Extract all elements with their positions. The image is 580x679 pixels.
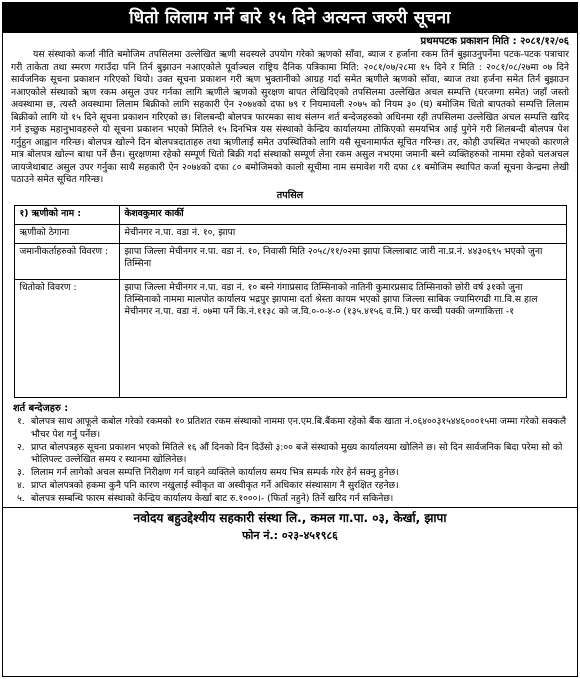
table-row	[14, 279, 566, 397]
table-caption: तपसिल	[276, 189, 304, 201]
condition-text: प्राप्त बोलपत्रहरु सूचना प्रकाशन भएको मितिले १६ औं दिनको दिन दिउँसो ३:०० बजे संस्थाको मुख्य कार्यालयमा खोलिने छ। सो दिन सार्वजनिक बिदा परेमा सो को भोलिपल्ट उल्लेखित समय र स्थानमा खोलिनेछ।	[31, 441, 563, 465]
intro-paragraph: यस संस्थाको कर्जा नीति बमोजिम तपसिलमा उल्लेखित ऋणी सदस्यले उपयोग गरेको ऋणको साँवा, ब्याज र हर्जाना रकम तिर्न बुझाउनुपर्नेमा पटक-पटक पत्राचार गरी ताकेता तथा स्मरण गराउँदा पनि तिर्न बुझाउन नआएकोले पूर्वाञ्चल राष्ट्रिय दैनिक पत्रिकामा मिति: २०८१/०७/२८मा १५ दिने र मिति : २०८१/०८/२७मा ०७ दिने सार्वजनिक सूचना प्रकाशन गरिएको थियो। उक्त सूचना प्रकाशन गरी ऋण भुक्तानीको आग्रह गर्दा समेत ऋणीले ऋणको साँवा, ब्याज तथा हर्जना समेत तिर्न बुझाउन नआएकोले संस्थाको ऋण रकम असुल उपर गर्नका लागि ऋणीले ऋणको सुरक्षण बापत लेखिदिएको तपसिलमा उल्लेखित अचल सम्पत्ति (घरजग्गा समेत) जहाँ जस्तो अवस्थामा छ, त्यस्तै अवस्थामा लिलाम बिक्रीको लागि सहकारी ऐन २०७४को दफा ७९ र नियमावली २०७५ को नियम ३० (घ) बमोजिम धितो बापतको सम्पत्ति लिलाम बिक्रीको लागि यो १५ दिने सूचना प्रकाशन गरिएको छ। शिलबन्दी बोलपत्र फारमका साथ संलग्न शर्त बन्देजहरुको अधिनमा रही तपसिलमा उल्लेखित अचल सम्पत्ति खरिद गर्न इच्छुक महानुभावहरुले यो सूचना प्रकाशन भएको मितिले १५ दिनभित्र यस संस्थाको केन्द्रिय कार्यालयमा तोकिएको समयभित्र आई पुगेने गरी शिलबन्दी बोलपत्र पेश गर्नुहुन आह्वान गरिन्छ। बोलपत्र खोल्ने दिन बोलपत्रदाताहरु तथा ऋणीलाई समेत उपस्थितिको लागि यसै सूचनामार्फत सूचित गरिन्छ। तर, कोही उपस्थित नभएको कारणले मात्र बोलपत्र खोल्न बाधा पर्ने छैन। सुरक्षणमा रहेको सम्पूर्ण धितो बिक्री गर्दा संस्थाको सम्पूर्ण लेना रकम असुल नभएमा जमानी बस्ने व्यक्तिहरुको नाममा रहेको चलअचल जायजेथाबाट असुल उपर गर्नुका साथै सहकारी ऐन २०७४को दफा ८० बमोजिमको कालो सूचीमा नाम समावेश गरी दफा ८१ बमोजिम स्थापित कर्जा सूचना केन्द्रमा लेखी पठाउने समेत सूचित गरिन्छ।	[11, 49, 569, 186]
collateral-value: झापा जिल्ला मेचीनगर न.पा. वडा नं. १० बस्ने गंगाप्रसाद तिम्सिनाको नातिनी कुमारप्रसाद तिम्सिनाको छोरी वर्ष ३१को जुना तिम्सिनाको नाममा मालपोत कार्यालय भद्रपुर झापामा दर्ता श्रेस्ता कायम भएको झापा जिल्ला साबिक ज्यामिरगढी गा.वि.स हाल मेचीनगर न.पा. वडा नं. ०७मा पर्ने कि.नं.११३८ को ज.वि.०-०-४-० (१३५.४१५६ व.मि.) घर कच्ची पक्की जग्गाकित्ता -१	[119, 279, 566, 397]
publication-date: प्रथमपटक प्रकाशन मिति : २०८१/१२/०६	[420, 36, 569, 47]
organization-name: नवोदय बहुउद्देश्यीय सहकारी संस्था लि., कमल गा.पा. ०३, केर्खा, झापा	[133, 511, 447, 526]
list-item	[17, 467, 567, 479]
borrower-label: १) ऋणीको नाम :	[14, 205, 119, 224]
condition-text: बोलपत्र सम्बन्धि फारम संस्थाको केन्द्रिय कार्यालय केर्खा बाट रु.१०००।- (फिर्ता नहुने) तिर्ने खरिद गर्न सकिनेछ।	[31, 493, 394, 505]
guarantor-value: झापा जिल्ला मेचीनगर न.पा. वडा नं. १०, निवासी मिति २०५८/११/०२मा झापा जिल्लाबाट जारी ना.प्र.नं. ४४३०६९५ भएको जुना तिम्सिना	[119, 243, 566, 279]
condition-text: प्राप्त बोलपत्रको हकमा कुनै पनि कारण नखुलाई स्वीकृत वा अस्वीकृत गर्ने अधिकार संस्थासाग नै सुरक्षित रहनेछ।	[31, 480, 399, 492]
address-label: ऋणीको ठेगाना	[14, 224, 119, 243]
notice-title: धितो लिलाम गर्ने बारे १५ दिने अत्यन्त जरुरी सूचना	[3, 3, 577, 33]
borrower-value: केशवकुमार कार्की	[119, 205, 566, 224]
collateral-label: धितोको विवरण :	[14, 279, 119, 397]
condition-number: १.	[17, 416, 25, 428]
list-item	[17, 442, 567, 466]
condition-number: २.	[17, 441, 25, 453]
condition-text: बोलपत्र साथ आफूले कबोल गरेको रकमको १० प्रतिशत रकम संस्थाको नाममा एन.एम.बि.बैंकमा रहेको बैंक खाता नं.०६४००३१५४४६०००१५मा जम्मा गरेको सक्कलै भौचर पेश गर्नु पर्नेछ।	[31, 416, 567, 440]
condition-number: ४.	[17, 480, 25, 492]
table-row	[14, 243, 566, 279]
list-item	[17, 416, 567, 440]
conditions-list	[3, 416, 577, 505]
conditions-heading: शर्त बन्देजहरु :	[13, 402, 69, 414]
table-row	[14, 224, 566, 243]
condition-number: ३.	[17, 467, 25, 478]
table-row	[14, 205, 566, 224]
condition-text: लिलाम गर्न लागेको अचल सम्पत्ति निरीक्षण गर्न चाहने व्यक्तिले कार्यालय समय भित्र सम्पर्क गरेर हेर्न सक्नु हुनेछ।	[31, 467, 399, 478]
address-value: मेचीनगर न.पा. वडा नं. १०, झापा	[119, 224, 566, 243]
footer	[3, 507, 577, 543]
details-table	[14, 205, 567, 398]
guarantor-label: जमानीकर्ताहरुको विवरण :	[14, 243, 119, 279]
phone-number: फोन नं.: ०२३-४५१९८६	[242, 528, 338, 542]
notice-page	[2, 2, 578, 677]
list-item	[17, 480, 567, 492]
condition-number: ५.	[17, 493, 25, 505]
list-item	[17, 493, 567, 505]
